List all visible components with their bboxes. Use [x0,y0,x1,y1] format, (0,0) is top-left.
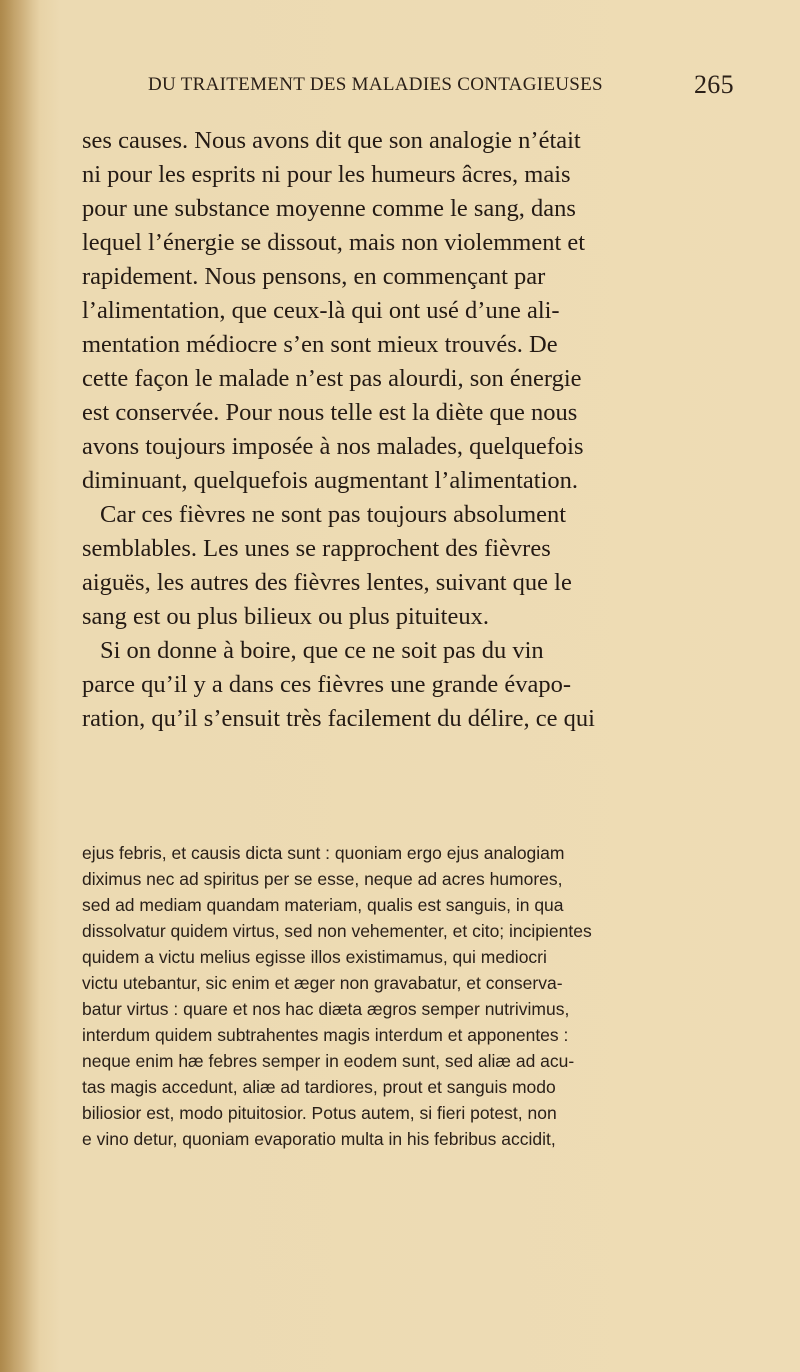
text-line: neque enim hæ febres semper in eodem sunt, sed aliæ ad acu- [82,1051,575,1071]
french-translation-text [82,124,772,736]
text-line: pour une substance moyenne comme le sang, dans [82,195,576,222]
text-line: ses causes. Nous avons dit que son analogie n’était [82,127,581,154]
text-line: cette façon le malade n’est pas alourdi, son énergie [82,365,582,392]
text-line: avons toujours imposée à nos malades, quelquefois [82,433,584,460]
text-line: aiguës, les autres des fièvres lentes, suivant que le [82,569,572,596]
text-line: semblables. Les unes se rapprochent des fièvres [82,535,551,562]
text-line: dissolvatur quidem virtus, sed non vehementer, et cito; incipientes [82,921,592,941]
text-line: lequel l’énergie se dissout, mais non violemment et [82,229,586,256]
paragraph-start-line: Car ces fièvres ne sont pas toujours absolument [100,501,567,528]
text-line: l’alimentation, que ceux-là qui ont usé d’une ali- [82,297,560,324]
text-line: ni pour les esprits ni pour les humeurs âcres, mais [82,161,571,188]
text-line: biliosior est, modo pituitosior. Potus autem, si fieri potest, non [82,1103,557,1123]
running-head [148,70,768,99]
text-line: ration, qu’il s’ensuit très facilement du délire, ce qui [82,705,595,732]
text-line: sed ad mediam quandam materiam, qualis est sanguis, in qua [82,895,564,915]
text-line: tas magis accedunt, aliæ ad tardiores, prout et sanguis modo [82,1077,556,1097]
text-line: victu utebantur, sic enim et æger non gravabatur, et conserva- [82,973,563,993]
text-line: e vino detur, quoniam evaporatio multa in his febribus accidit, [82,1129,556,1149]
text-line: quidem a victu melius egisse illos existimamus, qui mediocri [82,947,547,967]
paragraph-start-line: Si on donne à boire, que ce ne soit pas du vin [100,637,544,664]
text-line: rapidement. Nous pensons, en commençant par [82,263,546,290]
text-line: ejus febris, et causis dicta sunt : quoniam ergo ejus analogiam [82,843,565,863]
text-line: batur virtus : quare et nos hac diæta ægros semper nutrivimus, [82,999,570,1019]
text-line: est conservée. Pour nous telle est la diète que nous [82,399,578,426]
text-line: diminuant, quelquefois augmentant l’alimentation. [82,467,579,494]
text-line: diximus nec ad spiritus per se esse, neque ad acres humores, [82,869,563,889]
page-number: 265 [694,70,734,99]
text-line: mentation médiocre s’en sont mieux trouvés. De [82,331,558,358]
running-head-title: DU TRAITEMENT DES MALADIES CONTAGIEUSES [148,74,603,95]
page-gutter-shadow [0,0,40,1372]
latin-original-text [82,840,772,1152]
text-line: sang est ou plus bilieux ou plus pituiteux. [82,603,489,630]
text-line: parce qu’il y a dans ces fièvres une grande évapo- [82,671,572,698]
text-line: interdum quidem subtrahentes magis interdum et apponentes : [82,1025,569,1045]
